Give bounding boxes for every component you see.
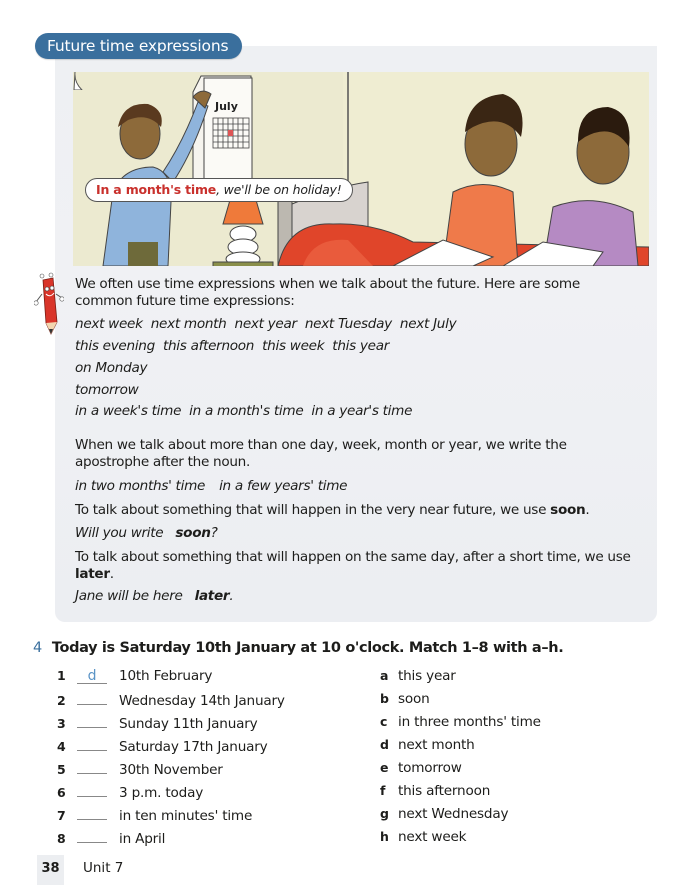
item-text: in three months' time — [398, 714, 541, 730]
item-text: next month — [398, 737, 475, 753]
item-letter: f — [380, 783, 386, 798]
speech-bubble — [85, 178, 353, 202]
answer-blank[interactable] — [77, 805, 107, 820]
apostrophe-examples — [75, 478, 635, 495]
expression-row-3 — [75, 360, 635, 377]
item-text: Sunday 11th January — [119, 716, 258, 732]
later-rule-end: . — [109, 566, 114, 582]
soon-example-keyword: soon — [175, 525, 211, 541]
expression-row-4 — [75, 382, 635, 399]
answer-blank[interactable]: d — [77, 669, 107, 684]
soon-rule-end: . — [585, 502, 590, 518]
answer-blank[interactable] — [77, 736, 107, 751]
exercise-number: 4 — [33, 640, 42, 656]
expression-row-5 — [75, 403, 635, 420]
grammar-intro: We often use time expressions when we talk about the future. Here are some common future time expressions: — [75, 276, 580, 309]
apostrophe-rule: When we talk about more than one day, week, month or year, we write the apostrophe after the noun. — [75, 437, 567, 470]
expression: tomorrow — [75, 382, 139, 398]
match-item-left — [57, 782, 203, 802]
expression: this afternoon — [162, 338, 255, 354]
match-item-right — [380, 828, 466, 846]
match-item-left — [57, 736, 267, 756]
match-item-left — [57, 805, 252, 825]
match-item-left — [57, 690, 285, 710]
illustration — [73, 72, 649, 266]
item-number: 7 — [57, 808, 66, 823]
match-item-right — [380, 759, 462, 777]
item-letter: g — [380, 806, 389, 821]
calendar-month: July — [215, 100, 238, 113]
item-text: tomorrow — [398, 760, 462, 776]
item-text: next Wednesday — [398, 806, 509, 822]
match-item-left — [57, 828, 165, 848]
answer-blank[interactable] — [77, 690, 107, 705]
expression-row-1 — [75, 316, 635, 333]
item-number: 1 — [57, 668, 66, 683]
match-item-right — [380, 805, 508, 823]
expression-row-2 — [75, 338, 635, 355]
item-number: 8 — [57, 831, 66, 846]
item-letter: a — [380, 668, 389, 683]
expression: in a week's time — [75, 403, 182, 419]
later-rule-text: To talk about something that will happen on the same day, after a short time, we use — [75, 549, 631, 565]
item-text: 10th February — [119, 668, 213, 684]
expression: in a year's time — [311, 403, 413, 419]
item-number: 6 — [57, 785, 66, 800]
answer-blank[interactable] — [77, 782, 107, 797]
speech-rest: , we'll be on holiday! — [216, 182, 342, 197]
match-item-right — [380, 713, 541, 731]
item-text: Wednesday 14th January — [119, 693, 285, 709]
soon-example — [75, 525, 635, 542]
expression: this week — [262, 338, 325, 354]
later-example — [75, 588, 635, 605]
item-text: soon — [398, 691, 430, 707]
match-item-left — [57, 759, 223, 779]
item-text: Saturday 17th January — [119, 739, 268, 755]
soon-rule — [75, 502, 635, 519]
later-keyword: later — [75, 566, 110, 582]
exercise-instruction: Today is Saturday 10th January at 10 o'clock. Match 1–8 with a–h. — [51, 640, 564, 656]
speech-tail-icon — [73, 72, 83, 90]
item-number: 2 — [57, 693, 66, 708]
item-number: 5 — [57, 762, 66, 777]
later-example-end: . — [229, 588, 234, 604]
expression: in a month's time — [189, 403, 304, 419]
match-item-right — [380, 782, 490, 800]
expression: next month — [150, 316, 227, 332]
expression: next year — [234, 316, 297, 332]
item-text: in ten minutes' time — [119, 808, 253, 824]
later-rule — [75, 549, 635, 583]
illustration-scene — [73, 72, 649, 266]
answer-blank[interactable] — [77, 713, 107, 728]
item-text: this year — [398, 668, 456, 684]
match-item-right — [380, 736, 475, 754]
item-letter: c — [380, 714, 388, 729]
match-item-left — [57, 667, 212, 685]
exercise-heading — [33, 640, 563, 656]
item-letter: b — [380, 691, 389, 706]
match-item-left — [57, 713, 257, 733]
expression: next July — [399, 316, 457, 332]
soon-rule-text: To talk about something that will happen in the very near future, we use — [75, 502, 551, 518]
unit-label: Unit 7 — [83, 860, 124, 876]
section-title: Future time expressions — [35, 33, 242, 59]
item-number: 3 — [57, 716, 66, 731]
soon-example-text: Will you write — [75, 525, 168, 541]
soon-keyword: soon — [550, 502, 586, 518]
answer-blank[interactable] — [77, 828, 107, 843]
answer-blank[interactable] — [77, 759, 107, 774]
item-number: 4 — [57, 739, 66, 754]
item-letter: d — [380, 737, 389, 752]
match-item-right — [380, 690, 430, 708]
expression: in two months' time — [75, 478, 206, 494]
expression: next week — [75, 316, 143, 332]
item-text: next week — [398, 829, 467, 845]
expression: in a few years' time — [219, 478, 348, 494]
item-letter: h — [380, 829, 389, 844]
item-text: 30th November — [119, 762, 223, 778]
item-text: this afternoon — [398, 783, 491, 799]
speech-highlight: In a month's time — [96, 182, 217, 197]
item-text: in April — [119, 831, 166, 847]
soon-example-end: ? — [210, 525, 218, 541]
item-letter: e — [380, 760, 389, 775]
later-example-keyword: later — [194, 588, 230, 604]
expression: this year — [332, 338, 390, 354]
page-number: 38 — [37, 855, 64, 885]
expression: on Monday — [75, 360, 148, 376]
item-text: 3 p.m. today — [119, 785, 204, 801]
pencil-mascot-icon — [34, 272, 64, 338]
match-item-right — [380, 667, 456, 685]
expression: next Tuesday — [304, 316, 392, 332]
expression: this evening — [75, 338, 155, 354]
later-example-text: Jane will be here — [75, 588, 187, 604]
